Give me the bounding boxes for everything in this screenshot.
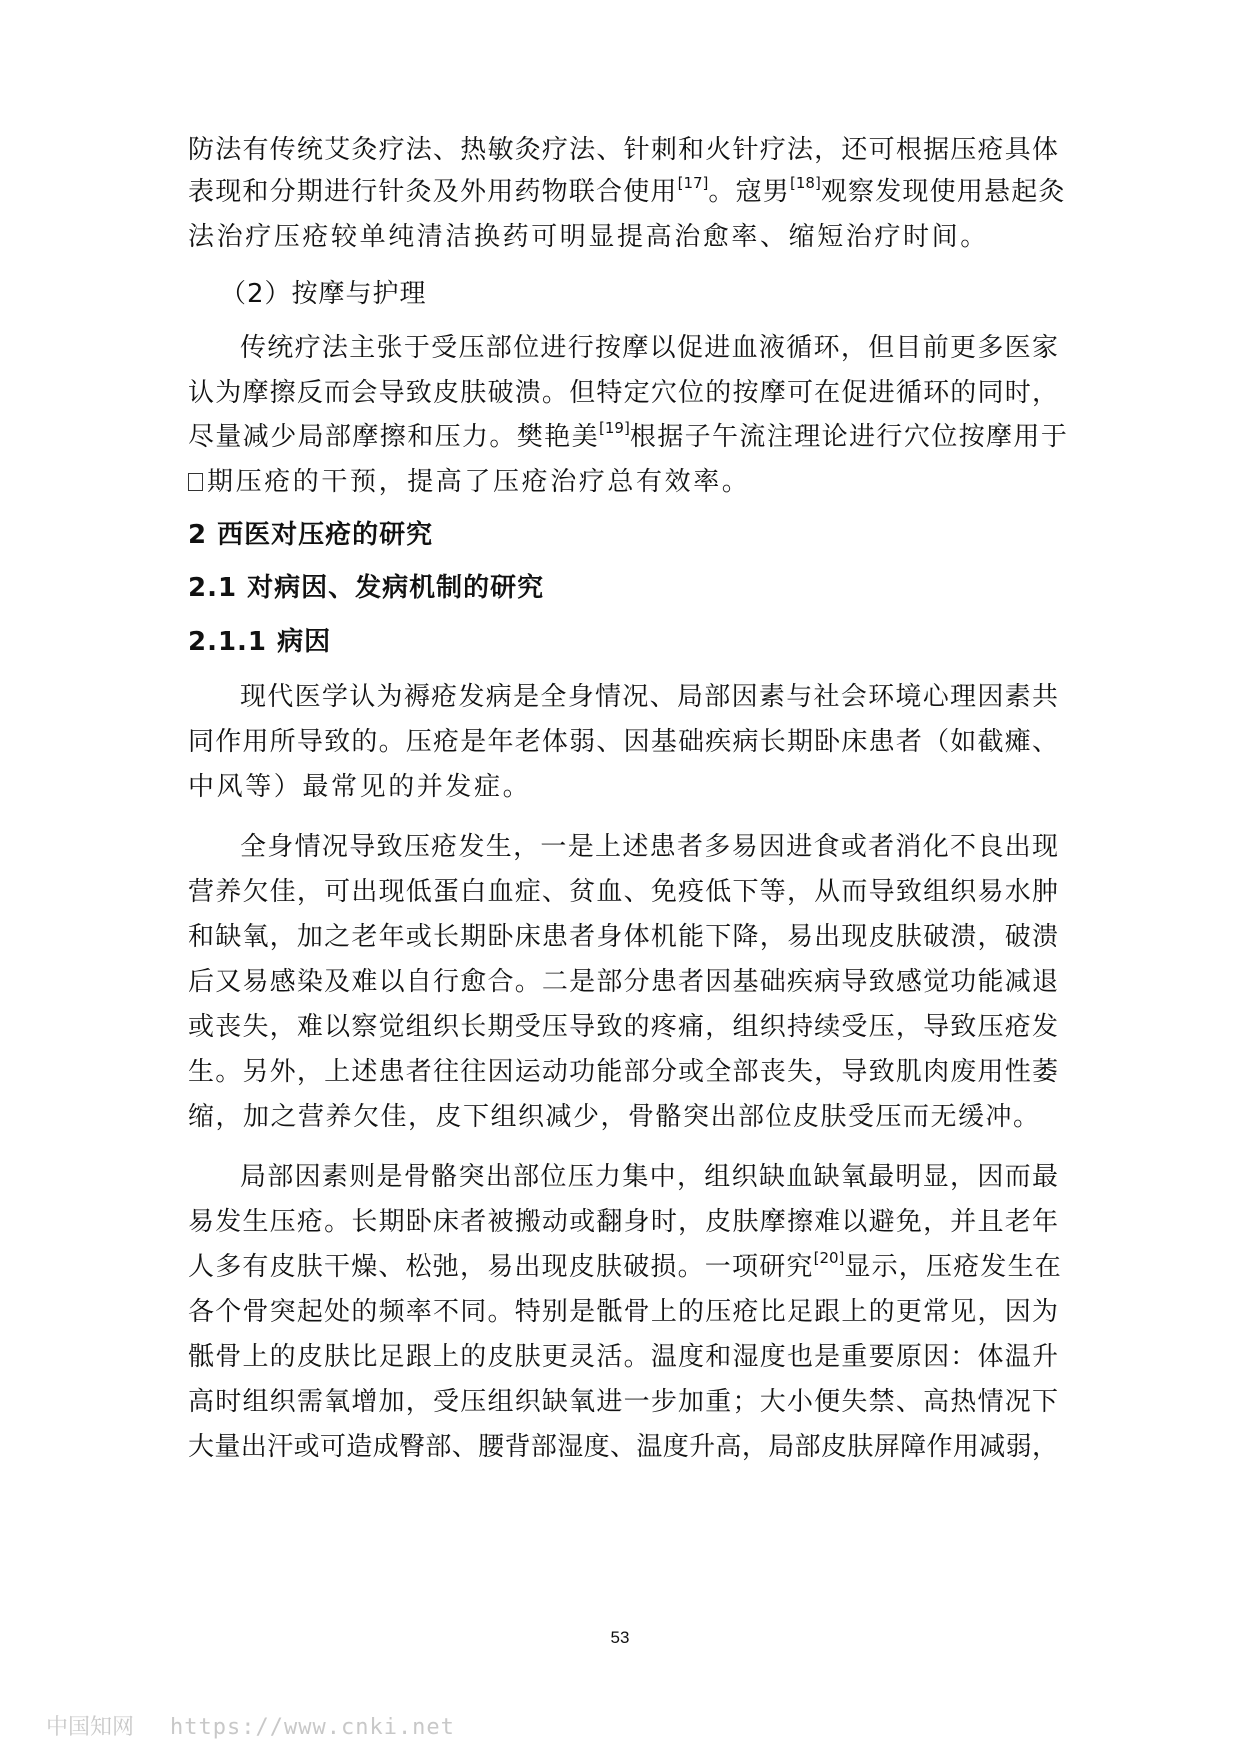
text-line: 局部因素则是骨骼突出部位压力集中，组织缺血缺氧最明显，因而最	[240, 1162, 1058, 1192]
text-line: 易发生压疮。长期卧床者被搬动或翻身时，皮肤摩擦难以避免，并且老年	[188, 1207, 1058, 1237]
text-line: 生。另外，上述患者往往因运动功能部分或全部丧失，导致肌肉废用性萎	[188, 1057, 1058, 1087]
text-run: 观察发现使用悬起灸	[820, 177, 1066, 207]
text-line: 各个骨突起处的频率不同。特别是骶骨上的压疮比足跟上的更常见，因为	[188, 1297, 1058, 1327]
text-run: 期压疮的干预，提高了压疮治疗总有效率。	[207, 467, 751, 497]
text-line: 和缺氧，加之老年或长期卧床患者身体机能下降，易出现皮肤破溃，破溃	[188, 922, 1058, 952]
subsubsection-heading: 2.1.1 病因	[188, 627, 332, 657]
text-line: 同作用所导致的。压疮是年老体弱、因基础疾病长期卧床患者（如截瘫、	[188, 727, 1058, 757]
text-run: 根据子午流注理论进行穴位按摩用于	[629, 422, 1069, 452]
section-heading: 2 西医对压疮的研究	[188, 520, 434, 550]
text-run: 显示，压疮发生在	[844, 1252, 1063, 1282]
text-line: 高时组织需氧增加，受压组织缺氧进一步加重；大小便失禁、高热情况下	[188, 1387, 1058, 1417]
text-line: 现代医学认为褥疮发病是全身情况、局部因素与社会环境心理因素共	[240, 682, 1058, 712]
text-line	[188, 1249, 1063, 1285]
text-line: 全身情况导致压疮发生，一是上述患者多易因进食或者消化不良出现	[240, 832, 1058, 862]
text-line: 后又易感染及难以自行愈合。二是部分患者因基础疾病导致感觉功能减退	[188, 967, 1058, 997]
citation-ref[interactable]: [20]	[813, 1249, 845, 1268]
subsection-heading: （2）按摩与护理	[220, 279, 427, 309]
text-run: 人多有皮肤干燥、松弛，易出现皮肤破损。一项研究	[188, 1252, 814, 1282]
text-run: 尽量减少局部摩擦和压力。樊艳美	[188, 422, 600, 452]
text-line: 或丧失，难以察觉组织长期受压导致的疼痛，组织持续受压，导致压疮发	[188, 1012, 1058, 1042]
text-line: 骶骨上的皮肤比足跟上的皮肤更灵活。温度和湿度也是重要原因：体温升	[188, 1342, 1058, 1372]
watermark	[46, 1710, 455, 1740]
text-line	[188, 419, 1069, 455]
citation-ref[interactable]: [19]	[599, 419, 630, 438]
text-line: 防法有传统艾灸疗法、热敏灸疗法、针刺和火针疗法，还可根据压疮具体	[188, 135, 1058, 165]
text-line	[188, 464, 1058, 500]
watermark-brand: 中国知网	[46, 1715, 135, 1740]
text-line: 法治疗压疮较单纯清洁换药可明显提高治愈率、缩短治疗时间。	[188, 222, 989, 252]
text-line: 营养欠佳，可出现低蛋白血症、贫血、免疫低下等，从而导致组织易水肿	[188, 877, 1058, 907]
missing-glyph-box	[188, 473, 203, 491]
citation-ref[interactable]: [17]	[677, 174, 709, 193]
text-line: 大量出汗或可造成臀部、腰背部湿度、温度升高，局部皮肤屏障作用减弱，	[188, 1432, 1058, 1462]
text-line: 传统疗法主张于受压部位进行按摩以促进血液循环，但目前更多医家	[240, 333, 1058, 363]
watermark-url[interactable]: https://www.cnki.net	[170, 1715, 455, 1740]
text-line	[188, 174, 1066, 210]
text-run: 。寇男	[708, 177, 791, 207]
page-number: 53	[610, 1628, 630, 1647]
text-line: 缩，加之营养欠佳，皮下组织减少，骨骼突出部位皮肤受压而无缓冲。	[188, 1102, 1041, 1132]
subsection-heading: 2.1 对病因、发病机制的研究	[188, 573, 545, 603]
text-run: 表现和分期进行针灸及外用药物联合使用	[188, 177, 678, 207]
text-line: 认为摩擦反而会导致皮肤破溃。但特定穴位的按摩可在促进循环的同时，	[188, 378, 1058, 408]
citation-ref[interactable]: [18]	[790, 174, 821, 193]
text-line: 中风等）最常见的并发症。	[188, 772, 532, 802]
